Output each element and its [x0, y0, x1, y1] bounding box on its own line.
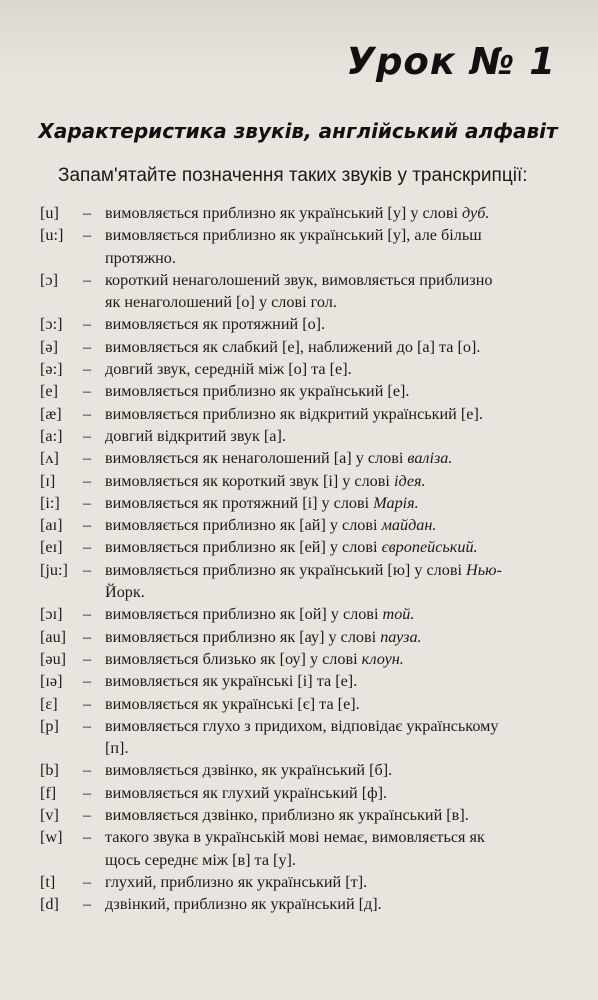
- description-text: вимовляється як протяжний [і] у слові: [105, 493, 374, 512]
- example-word: ідея.: [393, 471, 426, 490]
- sound-entry: [40, 559, 560, 604]
- description-text: вимовляється близько як [оу] у слові: [105, 649, 362, 668]
- sound-description: [105, 626, 560, 648]
- sound-entry: [40, 804, 560, 826]
- sound-description: [105, 670, 560, 692]
- description-text: вимовляється як українські [і] та [е].: [105, 672, 358, 691]
- phonetic-symbol: [a:]: [40, 426, 63, 445]
- sound-entry: [40, 224, 560, 269]
- phonetic-symbol: [d]: [40, 895, 59, 914]
- sound-description: [105, 269, 560, 314]
- example-word: Нью-: [466, 560, 502, 579]
- description-text: вимовляється як протяжний [о].: [105, 315, 326, 334]
- sound-entry: [40, 492, 560, 514]
- description-text: вимовляється приблизно як український [е].: [105, 382, 410, 401]
- phonetic-symbol: [əu]: [40, 649, 67, 668]
- sound-description: [105, 425, 560, 447]
- description-continuation: протяжно.: [105, 248, 176, 267]
- example-word: дуб.: [462, 204, 490, 222]
- dash-separator: –: [83, 426, 92, 445]
- dash-separator: –: [83, 315, 92, 334]
- example-word: валіза.: [407, 449, 453, 468]
- sound-description: [105, 782, 560, 804]
- dash-separator: –: [83, 560, 92, 579]
- sound-description: [105, 559, 560, 604]
- example-word: той.: [382, 605, 415, 624]
- sound-entry: [40, 425, 560, 447]
- sound-description: [105, 514, 560, 536]
- description-text: довгий відкритий звук [а].: [105, 426, 286, 445]
- dash-separator: –: [83, 716, 92, 735]
- description-text: вимовляється як українські [є] та [е].: [105, 694, 360, 713]
- example-word: європейський.: [381, 538, 478, 557]
- description-text: вимовляється дзвінко, як український [б].: [105, 761, 393, 780]
- dash-separator: –: [83, 761, 92, 780]
- sound-description: [105, 492, 560, 514]
- sound-description: [105, 693, 560, 715]
- description-text: вимовляється як глухий український [ф].: [105, 783, 388, 802]
- phonetic-symbol: [aɪ]: [40, 516, 63, 535]
- sound-entry: [40, 670, 560, 692]
- description-text: вимовляється приблизно як [ей] у слові: [105, 538, 382, 557]
- dash-separator: –: [83, 605, 92, 624]
- sound-description: [105, 447, 560, 469]
- dash-separator: –: [83, 828, 92, 847]
- sound-description: [105, 313, 560, 335]
- sound-entry: [40, 715, 560, 760]
- description-text: вимовляється приблизно як український [у] у слові: [105, 204, 463, 222]
- sound-entry: [40, 514, 560, 536]
- lesson-title: Урок № 1: [346, 40, 556, 83]
- sound-description: [105, 202, 560, 224]
- sound-entry: [40, 603, 560, 625]
- description-text: вимовляється дзвінко, приблизно як український [в].: [105, 806, 469, 825]
- dash-separator: –: [83, 449, 92, 468]
- description-continuation: щось середнє між [в] та [у].: [105, 850, 296, 869]
- sound-description: [105, 470, 560, 492]
- sound-entry: [40, 470, 560, 492]
- description-text: дзвінкий, приблизно як український [д].: [105, 895, 382, 914]
- sound-entry: [40, 826, 560, 871]
- dash-separator: –: [83, 783, 92, 802]
- sound-entry: [40, 403, 560, 425]
- sound-description: [105, 893, 560, 915]
- description-text: вимовляється приблизно як український [ю] у слові: [105, 560, 467, 579]
- phonetic-symbol: [i:]: [40, 493, 60, 512]
- dash-separator: –: [83, 672, 92, 691]
- description-text: вимовляється приблизно як український [у], але більш: [105, 226, 482, 245]
- dash-separator: –: [83, 516, 92, 535]
- sound-entry: [40, 358, 560, 380]
- dash-separator: –: [83, 895, 92, 914]
- phonetic-symbol: [ə]: [40, 337, 58, 356]
- sound-description: [105, 648, 560, 670]
- intro-text: Запам'ятайте позначення таких звуків у транскрипції:: [58, 165, 528, 186]
- sound-entry: [40, 536, 560, 558]
- sound-entry: [40, 313, 560, 335]
- sound-description: [105, 804, 560, 826]
- sound-entry: [40, 336, 560, 358]
- sound-entry: [40, 447, 560, 469]
- phonetic-symbol: [v]: [40, 806, 59, 825]
- sound-description: [105, 536, 560, 558]
- sound-description: [105, 826, 560, 871]
- description-text: вимовляється приблизно як відкритий український [е].: [105, 404, 483, 423]
- sound-entry: [40, 693, 560, 715]
- phonetic-symbol: [au]: [40, 627, 67, 646]
- phonetic-symbol: [ɔ:]: [40, 315, 63, 334]
- sound-description: [105, 715, 560, 760]
- sound-description: [105, 358, 560, 380]
- lesson-subtitle: Характеристика звуків, англійський алфавіт: [38, 119, 558, 143]
- phonetic-symbol: [ʌ]: [40, 449, 59, 468]
- description-text: вимовляється як короткий звук [і] у слові: [105, 471, 394, 490]
- sound-entry: [40, 269, 560, 314]
- sound-entry: [40, 380, 560, 402]
- sound-entry: [40, 871, 560, 893]
- description-text: вимовляється глухо з придихом, відповідає українському: [105, 716, 499, 735]
- example-word: Марія.: [373, 493, 419, 512]
- phonetic-symbol: [u]: [40, 204, 59, 222]
- description-continuation: [п].: [105, 739, 129, 758]
- sound-description: [105, 380, 560, 402]
- sound-description: [105, 403, 560, 425]
- description-text: довгий звук, середній між [о] та [е].: [105, 360, 352, 379]
- example-word: клоун.: [361, 649, 404, 668]
- description-text: такого звука в українській мові немає, вимовляється як: [105, 828, 485, 847]
- description-text: вимовляється приблизно як [ау] у слові: [105, 627, 381, 646]
- description-text: глухий, приблизно як український [т].: [105, 872, 368, 891]
- dash-separator: –: [83, 204, 92, 222]
- dash-separator: –: [83, 360, 92, 379]
- description-text: вимовляється як слабкий [е], наближений до [а] та [о].: [105, 337, 481, 356]
- sound-description: [105, 871, 560, 893]
- dash-separator: –: [83, 404, 92, 423]
- example-word: майдан.: [381, 516, 437, 535]
- phonetic-symbol: [ɔɪ]: [40, 605, 63, 624]
- phonetic-symbol: [ə:]: [40, 360, 63, 379]
- phonetic-symbol: [eɪ]: [40, 538, 63, 557]
- phonetic-symbol: [w]: [40, 828, 63, 847]
- sound-entry: [40, 648, 560, 670]
- description-text: короткий ненаголошений звук, вимовляється приблизно: [105, 270, 493, 289]
- sound-entry: [40, 202, 560, 224]
- sound-entry: [40, 782, 560, 804]
- phonetic-symbol: [ɔ]: [40, 270, 58, 289]
- description-text: вимовляється приблизно як [ой] у слові: [105, 605, 383, 624]
- dash-separator: –: [83, 493, 92, 512]
- phonetic-symbol: [u:]: [40, 226, 64, 245]
- sound-entry: [40, 759, 560, 781]
- phonetic-symbol: [ɪə]: [40, 672, 63, 691]
- dash-separator: –: [83, 471, 92, 490]
- phonetic-symbol: [ɪ]: [40, 471, 56, 490]
- sound-list: [40, 202, 560, 916]
- description-text: вимовляється приблизно як [ай] у слові: [105, 516, 382, 535]
- dash-separator: –: [83, 226, 92, 245]
- sound-entry: [40, 626, 560, 648]
- dash-separator: –: [83, 649, 92, 668]
- dash-separator: –: [83, 538, 92, 557]
- description-text: вимовляється як ненаголошений [а] у слові: [105, 449, 408, 468]
- sound-description: [105, 603, 560, 625]
- phonetic-symbol: [f]: [40, 783, 57, 802]
- phonetic-symbol: [b]: [40, 761, 59, 780]
- dash-separator: –: [83, 270, 92, 289]
- phonetic-symbol: [ju:]: [40, 560, 68, 579]
- description-continuation: як ненаголошений [о] у слові гол.: [105, 293, 337, 312]
- phonetic-symbol: [æ]: [40, 404, 62, 423]
- sound-description: [105, 224, 560, 269]
- dash-separator: –: [83, 627, 92, 646]
- dash-separator: –: [83, 694, 92, 713]
- dash-separator: –: [83, 337, 92, 356]
- dash-separator: –: [83, 872, 92, 891]
- dash-separator: –: [83, 806, 92, 825]
- dash-separator: –: [83, 382, 92, 401]
- phonetic-symbol: [p]: [40, 716, 59, 735]
- phonetic-symbol: [t]: [40, 872, 56, 891]
- sound-description: [105, 759, 560, 781]
- phonetic-symbol: [e]: [40, 382, 58, 401]
- description-continuation: Йорк.: [105, 583, 145, 602]
- phonetic-symbol: [ɛ]: [40, 694, 58, 713]
- sound-entry: [40, 893, 560, 915]
- sound-description: [105, 336, 560, 358]
- example-word: пауза.: [380, 627, 422, 646]
